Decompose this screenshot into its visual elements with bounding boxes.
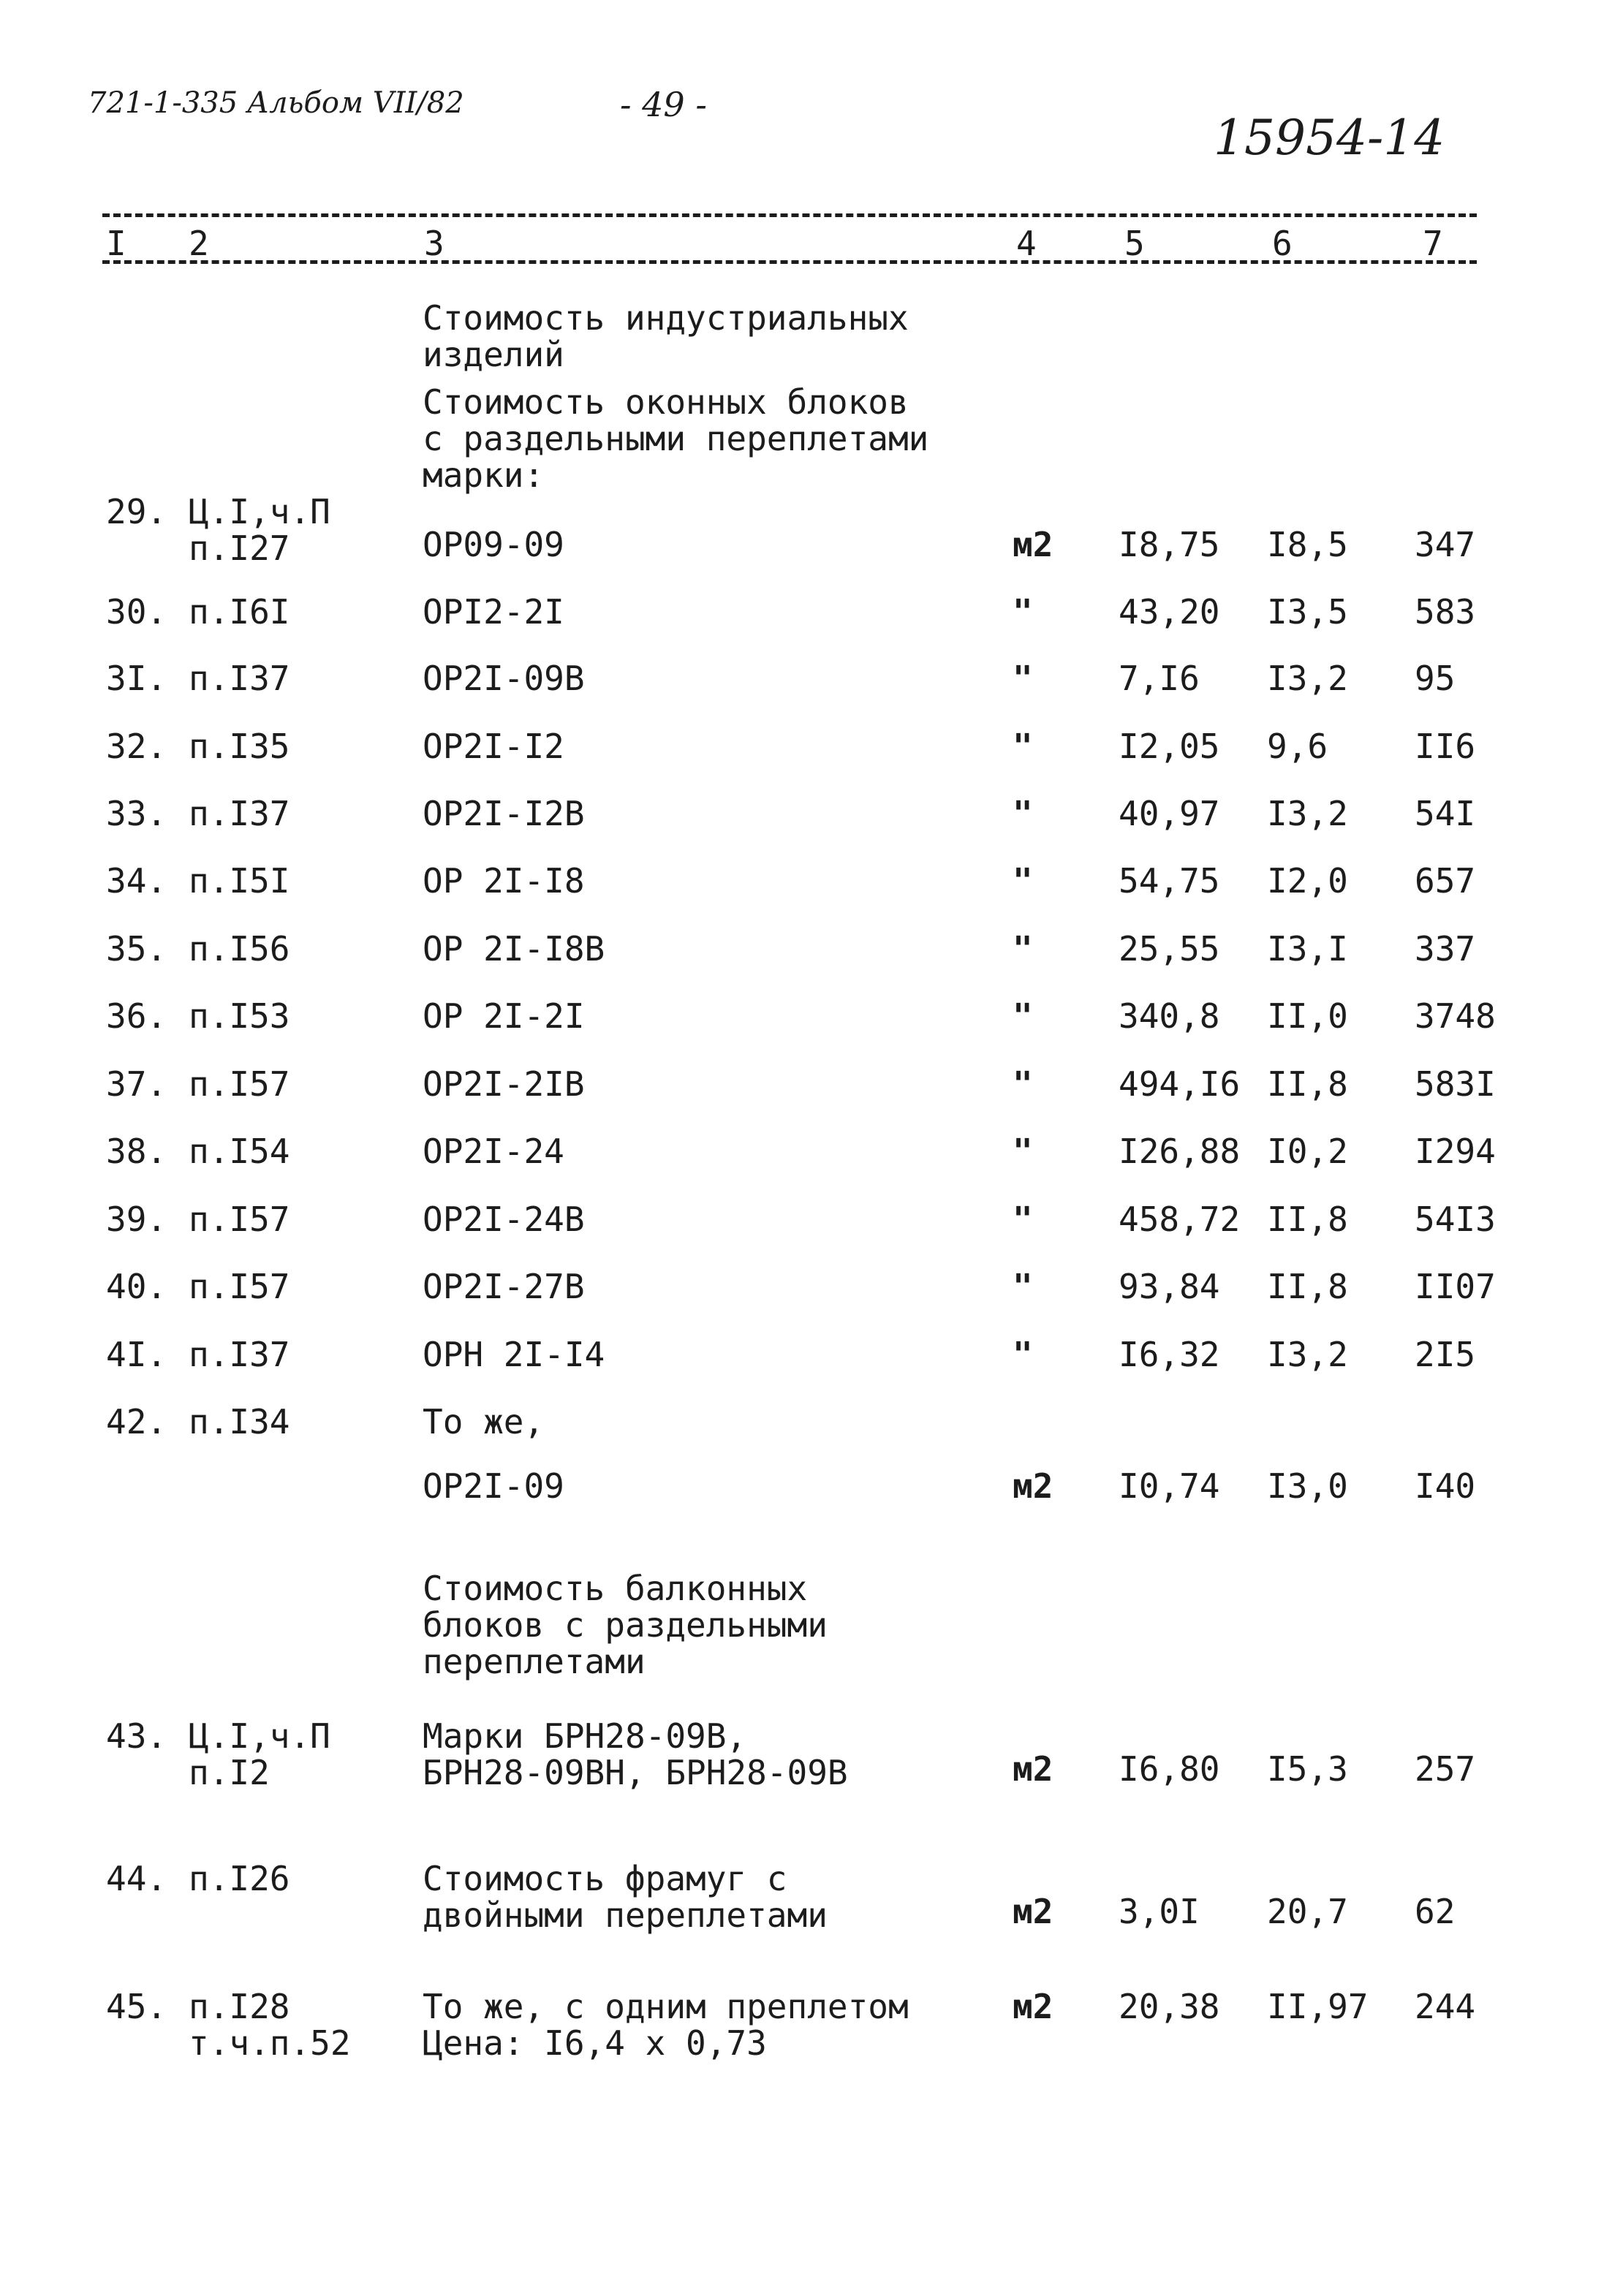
column-header-6: 6 bbox=[1272, 224, 1293, 263]
row-unit-price: I3,2 bbox=[1267, 794, 1348, 833]
row-number: 40. bbox=[106, 1267, 167, 1306]
row-quantity: 340,8 bbox=[1119, 996, 1220, 1036]
row-total: 657 bbox=[1415, 861, 1476, 901]
row-unit-price: 20,7 bbox=[1267, 1892, 1348, 1931]
row-quantity: 458,72 bbox=[1119, 1200, 1241, 1239]
row-item-name: ОР 2I-I8 bbox=[423, 861, 585, 901]
column-header-1: I bbox=[106, 224, 126, 263]
row-unit: " bbox=[1013, 1200, 1033, 1239]
row-reference: п.I37 bbox=[189, 1335, 290, 1374]
document-code: 15954-14 bbox=[1214, 110, 1445, 166]
row-unit-price: I3,5 bbox=[1267, 592, 1348, 632]
row-total: 583 bbox=[1415, 592, 1476, 632]
page-number: - 49 - bbox=[620, 85, 707, 124]
row-number: 35. bbox=[106, 929, 167, 969]
row-unit: " bbox=[1013, 659, 1033, 698]
row-quantity: I6,80 bbox=[1119, 1749, 1220, 1789]
row-quantity: I6,32 bbox=[1119, 1335, 1220, 1374]
row-item-name: То же, с одним преплетом Цена: I6,4 х 0,73 bbox=[423, 1987, 909, 2063]
row-number: 44. bbox=[106, 1859, 167, 1898]
row-number: 29. bbox=[106, 492, 167, 531]
row-item-name: Стоимость фрамуг с двойными переплетами bbox=[423, 1859, 828, 1935]
column-header-5: 5 bbox=[1124, 224, 1145, 263]
section-heading-balcony: Стоимость балконных блоков с раздельными переплетами bbox=[423, 1569, 828, 1681]
row-unit-price: I3,I bbox=[1267, 929, 1348, 969]
column-header-2: 2 bbox=[189, 224, 209, 263]
row-number: 43. bbox=[106, 1716, 167, 1756]
row-unit: " bbox=[1013, 1132, 1033, 1171]
row-unit: м2 bbox=[1013, 1892, 1053, 1931]
row-item-name: ОР2I-24 bbox=[423, 1132, 564, 1171]
row-reference: п.I35 bbox=[189, 727, 290, 766]
row-unit: " bbox=[1013, 592, 1033, 632]
row-item-name: ОР2I-I2 bbox=[423, 727, 564, 766]
row-total: 95 bbox=[1415, 659, 1456, 698]
row-reference: п.I37 bbox=[189, 659, 290, 698]
row-item-name: Марки БРН28-09В, БРН28-09ВН, БРН28-09В bbox=[423, 1716, 848, 1792]
row-reference: п.I57 bbox=[189, 1200, 290, 1239]
row-unit: м2 bbox=[1013, 1749, 1053, 1789]
row-unit-price: I3,0 bbox=[1267, 1466, 1348, 1506]
row-total: II07 bbox=[1415, 1267, 1496, 1306]
row-unit-price: I2,0 bbox=[1267, 861, 1348, 901]
row-total: 337 bbox=[1415, 929, 1476, 969]
row-number: 42. bbox=[106, 1402, 167, 1441]
row-number: 39. bbox=[106, 1200, 167, 1239]
row-quantity: 54,75 bbox=[1119, 861, 1220, 901]
row-unit-price: II,8 bbox=[1267, 1200, 1348, 1239]
row-total: II6 bbox=[1415, 727, 1476, 766]
row-unit-price: I3,2 bbox=[1267, 659, 1348, 698]
row-total: 257 bbox=[1415, 1749, 1476, 1789]
row-item-name: ОРН 2I-I4 bbox=[423, 1335, 605, 1374]
row-number: 32. bbox=[106, 727, 167, 766]
row-reference: п.I53 bbox=[189, 996, 290, 1036]
row-total: 54I bbox=[1415, 794, 1476, 833]
row-item-name: ОР 2I-2I bbox=[423, 996, 585, 1036]
row-reference: Ц.I,ч.П п.I27 bbox=[189, 492, 330, 568]
row-unit-price: II,8 bbox=[1267, 1064, 1348, 1104]
row-unit-price: II,8 bbox=[1267, 1267, 1348, 1306]
row-quantity: 3,0I bbox=[1119, 1892, 1200, 1931]
row-reference: п.I57 bbox=[189, 1064, 290, 1104]
row-quantity: I8,75 bbox=[1119, 525, 1220, 564]
column-header-3: 3 bbox=[424, 224, 444, 263]
row-number: 45. bbox=[106, 1987, 167, 2026]
row-unit-price: I0,2 bbox=[1267, 1132, 1348, 1171]
row-item-name: ОР2I-I2В bbox=[423, 794, 585, 833]
row-unit: " bbox=[1013, 1267, 1033, 1306]
row-unit-price: I8,5 bbox=[1267, 525, 1348, 564]
row-unit: м2 bbox=[1013, 1987, 1053, 2026]
row-total: 54I3 bbox=[1415, 1200, 1496, 1239]
row-number: 4I. bbox=[106, 1335, 167, 1374]
row-unit-price: I3,2 bbox=[1267, 1335, 1348, 1374]
row-quantity: 7,I6 bbox=[1119, 659, 1200, 698]
row-reference: п.I54 bbox=[189, 1132, 290, 1171]
row-unit: " bbox=[1013, 996, 1033, 1036]
row-quantity: I2,05 bbox=[1119, 727, 1220, 766]
row-total: 62 bbox=[1415, 1892, 1456, 1931]
row-unit: " bbox=[1013, 1335, 1033, 1374]
row-number: 38. bbox=[106, 1132, 167, 1171]
row-quantity: 93,84 bbox=[1119, 1267, 1220, 1306]
row-quantity: 494,I6 bbox=[1119, 1064, 1241, 1104]
row-total: 244 bbox=[1415, 1987, 1476, 2026]
row-unit-price: II,0 bbox=[1267, 996, 1348, 1036]
row-number: 33. bbox=[106, 794, 167, 833]
row-reference: п.I28 т.ч.п.52 bbox=[189, 1987, 351, 2063]
row-unit: " bbox=[1013, 727, 1033, 766]
row-total: 2I5 bbox=[1415, 1335, 1476, 1374]
row-quantity: I26,88 bbox=[1119, 1132, 1241, 1171]
row-number: 37. bbox=[106, 1064, 167, 1104]
row-unit: " bbox=[1013, 929, 1033, 969]
row-reference: п.I37 bbox=[189, 794, 290, 833]
row-unit: " bbox=[1013, 1064, 1033, 1104]
column-header-4: 4 bbox=[1016, 224, 1037, 263]
column-header-7: 7 bbox=[1423, 224, 1443, 263]
row-reference: Ц.I,ч.П п.I2 bbox=[189, 1716, 330, 1792]
row-number: 34. bbox=[106, 861, 167, 901]
row-item-name: ОР 2I-I8В bbox=[423, 929, 605, 969]
row-unit-price: I5,3 bbox=[1267, 1749, 1348, 1789]
row-reference: п.I34 bbox=[189, 1402, 290, 1441]
row-quantity: I0,74 bbox=[1119, 1466, 1220, 1506]
album-reference: 721-1-335 Альбом VII/82 bbox=[88, 86, 464, 120]
row-quantity: 25,55 bbox=[1119, 929, 1220, 969]
row-total: I294 bbox=[1415, 1132, 1496, 1171]
row-quantity: 20,38 bbox=[1119, 1987, 1220, 2026]
row-reference: п.I6I bbox=[189, 592, 290, 632]
row-item-name: ОР2I-24В bbox=[423, 1200, 585, 1239]
row-item-name: ОР09-09 bbox=[423, 525, 564, 564]
row-item-name: То же, bbox=[423, 1402, 545, 1441]
row-number: 36. bbox=[106, 996, 167, 1036]
row-item-name: ОР2I-09 bbox=[423, 1466, 564, 1506]
row-unit-price: 9,6 bbox=[1267, 727, 1328, 766]
row-item-name: ОР2I-2IВ bbox=[423, 1064, 585, 1104]
row-reference: п.I56 bbox=[189, 929, 290, 969]
section-heading-industrial: Стоимость индустриальных изделий bbox=[423, 298, 909, 374]
section-heading-windows: Стоимость оконных блоков с раздельными переплетами марки: bbox=[423, 382, 929, 495]
row-reference: п.I5I bbox=[189, 861, 290, 901]
row-number: 30. bbox=[106, 592, 167, 632]
row-total: 583I bbox=[1415, 1064, 1496, 1104]
row-unit-price: II,97 bbox=[1267, 1987, 1369, 2026]
row-unit: м2 bbox=[1013, 1466, 1053, 1506]
row-unit: " bbox=[1013, 861, 1033, 901]
row-reference: п.I57 bbox=[189, 1267, 290, 1306]
header-top-rule bbox=[102, 213, 1477, 217]
row-total: 347 bbox=[1415, 525, 1476, 564]
row-total: I40 bbox=[1415, 1466, 1476, 1506]
row-unit: " bbox=[1013, 794, 1033, 833]
row-total: 3748 bbox=[1415, 996, 1496, 1036]
row-reference: п.I26 bbox=[189, 1859, 290, 1898]
row-number: 3I. bbox=[106, 659, 167, 698]
row-item-name: ОР2I-27В bbox=[423, 1267, 585, 1306]
row-quantity: 40,97 bbox=[1119, 794, 1220, 833]
row-item-name: ОРI2-2I bbox=[423, 592, 564, 632]
row-quantity: 43,20 bbox=[1119, 592, 1220, 632]
row-unit: м2 bbox=[1013, 525, 1053, 564]
row-item-name: ОР2I-09В bbox=[423, 659, 585, 698]
header-bottom-rule bbox=[102, 260, 1477, 264]
